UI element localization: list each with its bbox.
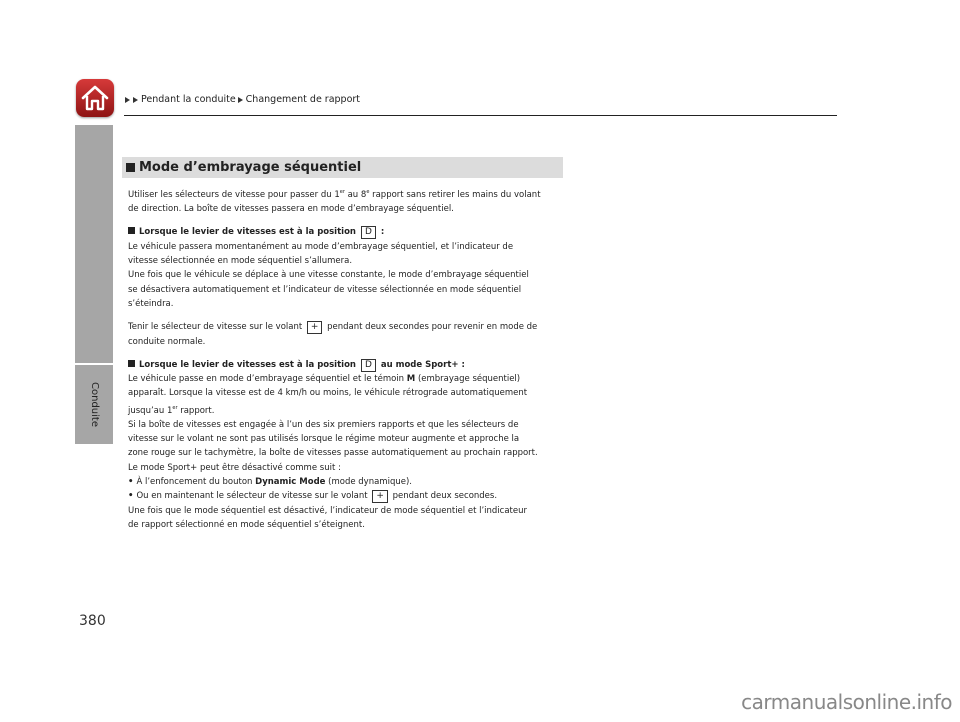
page-number: 380 xyxy=(79,613,106,629)
plus-paddle-key-icon: + xyxy=(372,490,388,503)
sidebar-tab-top xyxy=(75,125,113,363)
m-indicator-label: M xyxy=(406,374,416,385)
breadcrumb xyxy=(125,94,360,105)
subheading-sport-plus: Lorsque le levier de vitesses est à la position D au mode Sport+ : xyxy=(128,358,563,372)
d-position-paragraph: Le véhicule passera momentanément au mode d’embrayage séquentiel, et l’indicateur de vitesse sélectionnée en mode séquentiel s’allumera. Une fois que le véhicule se déplace à une vitesse constante, le mode d’embrayage séquentiel se désactivera automatiquement et l’indicateur de vitesse sélectionnée en mode séquentiel s’éteindra. xyxy=(128,241,529,309)
subheading-square-icon xyxy=(128,360,135,367)
section-header xyxy=(122,157,563,178)
header-divider xyxy=(124,115,837,116)
breadcrumb-arrow-icon xyxy=(238,97,243,103)
d-position-key-icon: D xyxy=(361,226,376,239)
sport-plus-paragraph: Le véhicule passe en mode d’embrayage séquentiel et le témoin M (embrayage séquentiel) apparaît. Lorsque la vitesse est de 4 km/h ou moins, le véhicule rétrograde automatiquement jusqu’au 1er rapport. Si la boîte de vitesses est engagée à l’un des six premiers rapports et que les sélecteurs de vitesse sur le volant ne sont pas utilisés lorsque le régime moteur augmente et approche la zone rouge sur le tachymètre, la boîte de vitesses passe automatiquement au prochain rapport. Le mode Sport+ peut être désactivé comme suit : • À l’enfoncement du bouton Dynamic Mode (mode dynamique). • Ou en maintenant le sélecteur de vitesse sur le volant + pendant deux secondes. Une fois que le mode séquentiel est désactivé, l’indicateur de mode séquentiel et l’indicateur de rapport sélectionné en mode séquentiel s’éteignent. xyxy=(128,372,563,532)
return-normal-note: Tenir le sélecteur de vitesse sur le volant + pendant deux secondes pour revenir en mode de conduite normale. xyxy=(128,322,538,347)
watermark: carmanualsonline.info xyxy=(741,690,952,714)
home-button[interactable] xyxy=(76,79,114,117)
section-square-icon xyxy=(126,163,135,172)
section-title: Mode d’embrayage séquentiel xyxy=(139,160,362,175)
plus-paddle-key-icon: + xyxy=(307,321,323,334)
sidebar-label-container xyxy=(75,365,113,444)
sidebar-label: Conduite xyxy=(88,382,100,427)
list-item: • À l’enfoncement du bouton Dynamic Mode (mode dynamique). xyxy=(128,475,563,489)
d-position-key-icon: D xyxy=(361,359,376,372)
list-item: • Ou en maintenant le sélecteur de vitesse sur le volant + pendant deux secondes. xyxy=(128,489,563,503)
subheading-square-icon xyxy=(128,227,135,234)
breadcrumb-arrow-icon xyxy=(133,97,138,103)
breadcrumb-item-driving[interactable]: Pendant la conduite xyxy=(141,94,236,105)
home-icon xyxy=(80,84,110,112)
intro-paragraph: Utiliser les sélecteurs de vitesse pour passer du 1er au 8e rapport sans retirer les mains du volant de direction. La boîte de vitesses passera en mode d’embrayage séquentiel. xyxy=(128,189,541,215)
dynamic-mode-label: Dynamic Mode xyxy=(255,477,326,487)
subheading-d-position: Lorsque le levier de vitesses est à la position D : xyxy=(128,225,563,239)
main-content xyxy=(118,157,563,532)
breadcrumb-arrow-icon xyxy=(125,97,130,103)
breadcrumb-item-gear-shifting[interactable]: Changement de rapport xyxy=(245,94,361,105)
